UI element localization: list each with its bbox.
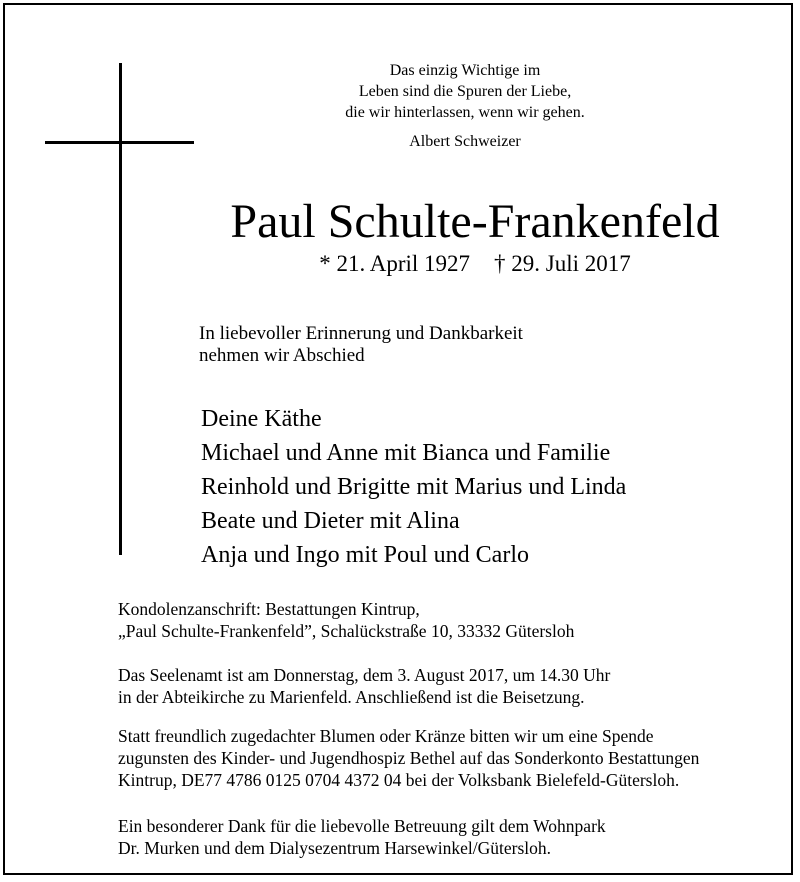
quote-author: Albert Schweizer — [409, 133, 521, 150]
birth-date: * 21. April 1927 — [319, 251, 471, 276]
death-date: † 29. Juli 2017 — [494, 251, 631, 276]
service-line: in der Abteikirche zu Marienfeld. Anschließend ist die Beisetzung. — [118, 687, 585, 707]
life-dates — [155, 250, 795, 278]
service-info — [118, 664, 798, 708]
cross-icon — [119, 63, 122, 555]
thanks-line: Ein besonderer Dank für die liebevolle Betreuung gilt dem Wohnpark — [118, 816, 606, 836]
quote-line: Leben sind die Spuren der Liebe, — [358, 83, 572, 100]
mourners-list — [201, 402, 791, 572]
donation-request — [118, 725, 798, 791]
condolence-address — [118, 598, 798, 642]
condolence-line: Kondolenzanschrift: Bestattungen Kintrup, — [118, 599, 420, 619]
thanks-line: Dr. Murken und dem Dialysezentrum Harsewinkel/Gütersloh. — [118, 838, 552, 858]
service-line: Das Seelenamt ist am Donnerstag, dem 3. August 2017, um 14.30 Uhr — [118, 665, 611, 685]
mourner: Reinhold und Brigitte mit Marius und Linda — [201, 474, 627, 500]
condolence-line: „Paul Schulte-Frankenfeld”, Schalückstraße 10, 33332 Gütersloh — [118, 621, 575, 641]
quote-line: die wir hinterlassen, wenn wir gehen. — [345, 104, 585, 121]
thanks-note — [118, 815, 798, 859]
donation-line: Kintrup, DE77 4786 0125 0704 4372 04 bei der Volksbank Bielefeld-Gütersloh. — [118, 770, 680, 790]
donation-line: Statt freundlich zugedachter Blumen oder Kränze bitten wir um eine Spende — [118, 726, 654, 746]
death-notice — [3, 3, 793, 875]
mourner: Beate und Dieter mit Alina — [201, 508, 460, 534]
farewell-text — [199, 323, 759, 367]
quote-line: Das einzig Wichtige im — [389, 62, 541, 79]
mourner: Anja und Ingo mit Poul und Carlo — [201, 542, 529, 568]
donation-line: zugunsten des Kinder- und Jugendhospiz Bethel auf das Sonderkonto Bestattungen — [118, 748, 700, 768]
farewell-line: In liebevoller Erinnerung und Dankbarkeit — [199, 323, 523, 344]
farewell-line: nehmen wir Abschied — [199, 345, 365, 366]
deceased-name: Paul Schulte-Frankenfeld — [230, 195, 720, 248]
cross-icon-crossbar — [45, 141, 194, 144]
mourner: Deine Käthe — [201, 406, 322, 432]
mourner: Michael und Anne mit Bianca und Familie — [201, 440, 611, 466]
quote — [315, 60, 615, 123]
